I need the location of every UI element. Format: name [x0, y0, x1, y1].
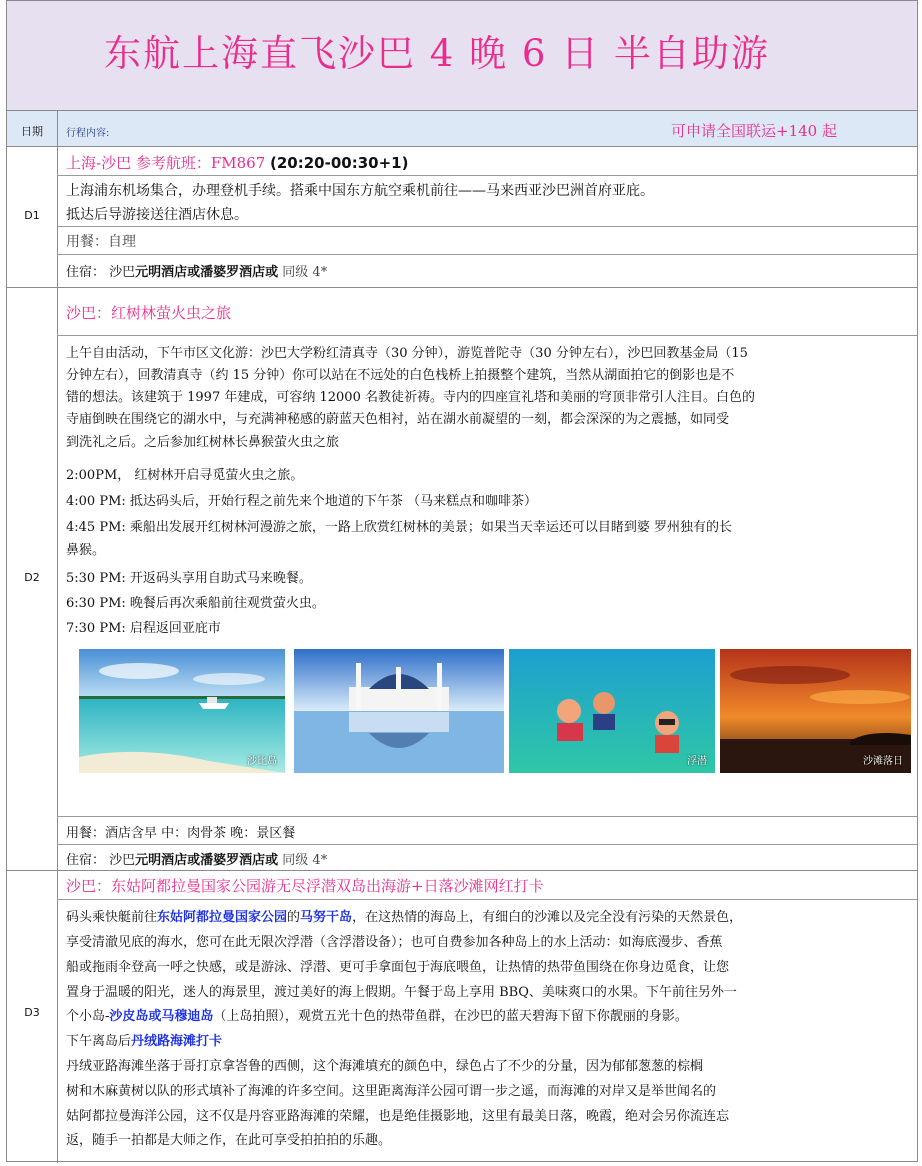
d3-para-line: 码头乘快艇前往东姑阿都拉曼国家公园的马努干岛，在这热情的海岛上，有细白的沙滩以及完全没有污染的天然景色，: [66, 910, 743, 925]
d1-meal: 用餐：自理: [66, 234, 136, 250]
d3-para-line: 置身于温暖的阳光，迷人的海景里，渡过美好的海上假期。午餐于岛上享用 BBQ、美味爽口的水果。下午前往另外一: [66, 985, 737, 1000]
title-band: [7, 1, 917, 111]
divider: [57, 254, 917, 255]
d1-stay: 住宿： 沙巴元明酒店或潘婆罗酒店或 同级 4*: [66, 265, 328, 280]
d3-para-line: 下午离岛后丹绒路海滩打卡: [66, 1034, 223, 1049]
d2-para-line: 寺庙倒映在围绕它的湖水中，与充满神秘感的蔚蓝天色相衬，站在湖水前凝望的一刻，都会深深的为之震撼，如同受: [66, 412, 730, 427]
snorkel-photo: [509, 649, 715, 773]
page-title: 东航上海直飞沙巴 4 晚 6 日 半自助游: [104, 32, 770, 75]
column-divider: [57, 111, 58, 1163]
divider: [57, 816, 917, 817]
d2-para-line: 到洗礼之后。之后参加红树林长鼻猴萤火虫之旅: [66, 435, 340, 450]
day-divider: [7, 870, 917, 871]
island-photo: [79, 649, 285, 773]
d3-para-line: 返，随手一拍都是大师之作，在此可享受拍拍拍的乐趣。: [66, 1133, 392, 1148]
d2-para-line: 分钟左右），回教清真寺（约 15 分钟）你可以站在不远处的白色栈桥上拍摄整个建筑，当然从湖面拍它的倒影也是不: [66, 368, 735, 383]
d1-line-1: 上海浦东机场集合，办理登机手续。搭乘中国东方航空乘机前往——马来西亚沙巴洲首府亚庇。: [66, 183, 654, 199]
schedule-item: 4:00 PM: 抵达码头后，开始行程之前先来个地道的下午茶 （马来糕点和咖啡茶）: [66, 494, 538, 509]
photo-strip: [79, 649, 911, 773]
connection-note: 可申请全国联运+140 起: [671, 122, 837, 140]
divider: [57, 335, 917, 336]
schedule-item: 4:45 PM: 乘船出发展开红树林河漫游之旅，一路上欣赏红树林的美景；如果当天幸运还可以目睹到婆 罗州独有的长: [66, 520, 733, 535]
sunset-photo: [720, 649, 911, 773]
d3-para-line: 树和木麻黄树以队的形式填补了海滩的许多空间。这里距离海洋公园可谓一步之遥，而海滩的对岸又是举世闻名的: [66, 1084, 717, 1099]
divider: [57, 844, 917, 845]
d2-stay: 住宿： 沙巴元明酒店或潘婆罗酒店或 同级 4*: [66, 853, 328, 868]
schedule-item: 6:30 PM: 晚餐后再次乘船前往观赏萤火虫。: [66, 596, 325, 611]
d2-meal: 用餐：酒店含早 中：肉骨茶 晚：景区餐: [66, 826, 296, 841]
photo-caption: 沙滩落日: [863, 756, 903, 767]
photo-caption: 沙比岛: [247, 756, 277, 767]
day-divider: [7, 287, 917, 288]
d2-para-line: 上午自由活动，下午市区文化游：沙巴大学粉红清真寺（30 分钟），游览普陀寺（30 分钟左右），沙巴回教基金局（15: [66, 346, 748, 361]
day-label-d1: D1: [24, 209, 40, 222]
mosque-photo: [294, 649, 504, 773]
schedule-item: 7:30 PM: 启程返回亚庇市: [66, 621, 221, 636]
d2-para-line: 错的想法。该建筑于 1997 年建成，可容纳 12000 名教徒祈祷。寺内的四座宣礼塔和美丽的穹顶非常引人注目。白色的: [66, 390, 755, 405]
d3-para-line: 船或拖雨伞登高一呼之快感，或是游泳、浮潜、更可手拿面包于海底喂鱼，让热情的热带鱼围绕在你身边觅食，让您: [66, 960, 730, 975]
itinerary-document: [6, 0, 918, 1162]
d1-line-2: 抵达后导游接送往酒店休息。: [66, 207, 248, 223]
d3-para-line: 姑阿都拉曼海洋公园，这不仅是丹容亚路海滩的荣耀，也是绝佳摄影地，这里有最美日落，晚霞，绝对会另你流连忘: [66, 1109, 730, 1124]
day-column-header: 日期: [21, 125, 43, 138]
d3-para-line: 丹绒亚路海滩坐落于哥打京拿峇鲁的西侧，这个海滩填充的颜色中，绿色占了不少的分量，因为郁郁葱葱的棕榈: [66, 1059, 704, 1074]
schedule-item: 5:30 PM: 开返码头享用自助式马来晚餐。: [66, 571, 312, 586]
divider: [57, 226, 917, 227]
content-column-header: 行程内容:: [66, 128, 110, 139]
schedule-item: 2:00PM， 红树林开启寻觅萤火虫之旅。: [66, 468, 304, 483]
d1-route: 上海-沙巴 参考航班：FM867 (20:20-00:30+1): [66, 154, 409, 172]
d2-heading: 沙巴：红树林萤火虫之旅: [66, 304, 232, 322]
d3-heading: 沙巴：东姑阿都拉曼国家公园游无尽浮潜双岛出海游+日落沙滩网红打卡: [66, 877, 544, 895]
schedule-item: 鼻猴。: [66, 543, 106, 558]
day-label-d3: D3: [24, 1006, 40, 1019]
d3-para-line: 享受清澈见底的海水，您可在此无限次浮潜（含浮潜设备）；也可自费参加各种岛上的水上活动：如海底漫步、香蕉: [66, 935, 723, 950]
day-label-d2: D2: [24, 571, 40, 584]
d3-para-line: 个小岛-沙皮岛或马穆迪岛（上岛拍照），观赏五光十色的热带鱼群，在沙巴的蓝天碧海下留下你靓丽的身影。: [66, 1009, 688, 1024]
photo-caption: 浮潜: [687, 756, 707, 767]
divider: [57, 899, 917, 900]
divider: [57, 175, 917, 176]
table-header: [7, 111, 917, 147]
